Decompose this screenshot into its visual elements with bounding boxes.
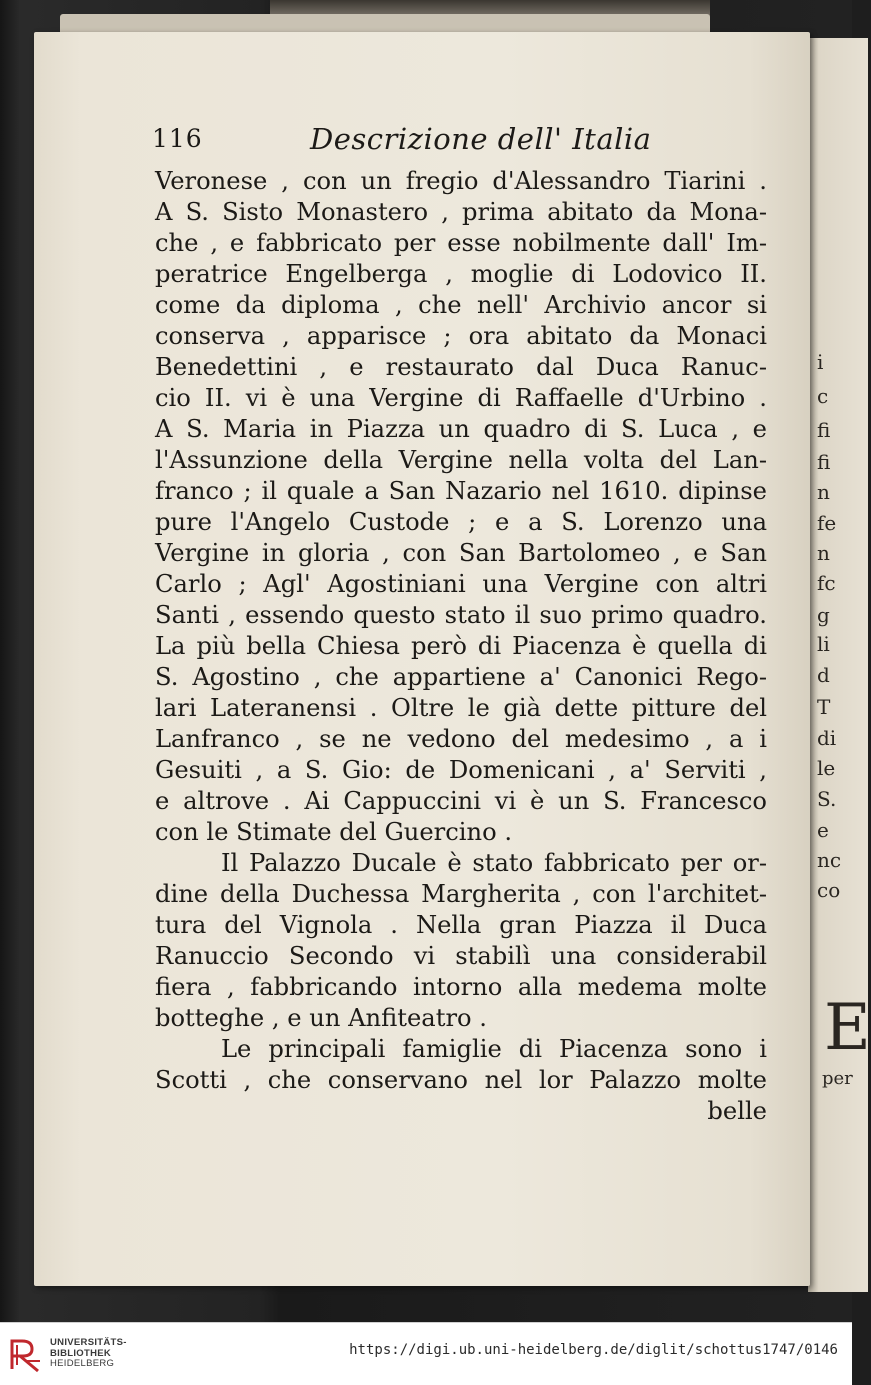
text-line: l'Assunzione della Vergine nella volta del Lan- <box>155 446 767 474</box>
facing-page-fragment: fi <box>817 418 831 442</box>
facing-page-fragment: d <box>817 663 830 687</box>
text-line: che , e fabbricato per esse nobilmente dall' Im- <box>155 229 767 257</box>
text-line: Gesuiti , a S. Gio: de Domenicani , a' Serviti , <box>155 756 767 784</box>
text-line: Ranuccio Secondo vi stabilì una considerabil <box>155 942 767 970</box>
facing-page-initial: E <box>824 991 871 1065</box>
text-line: Carlo ; Agl' Agostiniani una Vergine con altri <box>155 570 767 598</box>
logo-line: BIBLIOTHEK <box>50 1347 112 1359</box>
text-line: A S. Maria in Piazza un quadro di S. Luca , e <box>155 415 767 443</box>
facing-page-fragment: n <box>817 541 830 565</box>
facing-page-fragment: n <box>817 480 830 504</box>
text-line: A S. Sisto Monastero , prima abitato da Mona- <box>155 198 767 226</box>
text-line: Santi , essendo questo stato il suo primo quadro. <box>155 601 767 629</box>
page-number: 116 <box>152 124 203 153</box>
text-line: come da diploma , che nell' Archivio ancor si <box>155 291 767 319</box>
text-line: tura del Vignola . Nella gran Piazza il Duca <box>155 911 767 939</box>
text-line: Vergine in gloria , con San Bartolomeo , e San <box>155 539 767 567</box>
facing-page-fragment: di <box>817 726 837 750</box>
text-line: Il Palazzo Ducale è stato fabbricato per or- <box>221 849 767 877</box>
permalink-url[interactable]: https://digi.ub.uni-heidelberg.de/diglit/schottus1747/0146 <box>349 1342 838 1358</box>
facing-page-fragment: fi <box>817 450 831 474</box>
facing-page-fragment: fe <box>817 511 837 535</box>
facing-page-fragment: co <box>817 878 841 902</box>
text-line: e altrove . Ai Cappuccini vi è un S. Francesco <box>155 787 767 815</box>
text-line: Le principali famiglie di Piacenza sono i <box>221 1035 767 1063</box>
library-logo-text <box>50 1338 127 1370</box>
facing-page-fragment: S. <box>817 787 837 811</box>
text-line: franco ; il quale a San Nazario nel 1610. dipinse <box>155 477 767 505</box>
text-line: dine della Duchessa Margherita , con l'architet- <box>155 880 767 908</box>
text-line: pure l'Angelo Custode ; e a S. Lorenzo una <box>155 508 767 536</box>
text-line: La più bella Chiesa però di Piacenza è quella di <box>155 632 767 660</box>
text-line: Benedettini , e restaurato dal Duca Ranuc- <box>155 353 767 381</box>
viewer-footer <box>0 1322 852 1385</box>
library-logo-icon <box>8 1335 44 1373</box>
body-text <box>155 166 767 1127</box>
running-title: Descrizione dell' Italia <box>310 122 652 156</box>
text-line: conserva , apparisce ; ora abitato da Monaci <box>155 322 767 350</box>
facing-page-fragment: c <box>817 384 829 408</box>
text-line: fiera , fabbricando intorno alla medema molte <box>155 973 767 1001</box>
logo-line: UNIVERSITÄTS- <box>50 1337 127 1348</box>
facing-page-fragment: e <box>817 818 829 842</box>
facing-page-fragment: li <box>817 632 830 656</box>
text-line: lari Lateranensi . Oltre le già dette pitture del <box>155 694 767 722</box>
text-line: cio II. vi è una Vergine di Raffaelle d'Urbino . <box>155 384 767 412</box>
text-line: Scotti , che conservano nel lor Palazzo molte <box>155 1066 767 1094</box>
page-header <box>152 122 752 158</box>
facing-page-fragment: g <box>817 603 830 627</box>
text-line: Lanfranco , se ne vedono del medesimo , a i <box>155 725 767 753</box>
text-line: Veronese , con un fregio d'Alessandro Tiarini . <box>155 167 767 195</box>
facing-page-fragment: i <box>817 350 824 374</box>
text-line: botteghe , e un Anfiteatro . <box>155 1004 487 1032</box>
text-line: S. Agostino , che appartiene a' Canonici Rego- <box>155 663 767 691</box>
text-line: peratrice Engelberga , moglie di Lodovico II. <box>155 260 767 288</box>
logo-line: HEIDELBERG <box>50 1358 115 1369</box>
catchword: belle <box>707 1097 767 1125</box>
facing-page-fragment: le <box>817 756 836 780</box>
text-line: con le Stimate del Guercino . <box>155 818 513 846</box>
facing-page-fragment: T <box>817 695 831 719</box>
facing-page-fragment: fc <box>817 571 836 595</box>
facing-page-fragment: per <box>822 1068 853 1089</box>
facing-page-fragment: nc <box>817 848 842 872</box>
